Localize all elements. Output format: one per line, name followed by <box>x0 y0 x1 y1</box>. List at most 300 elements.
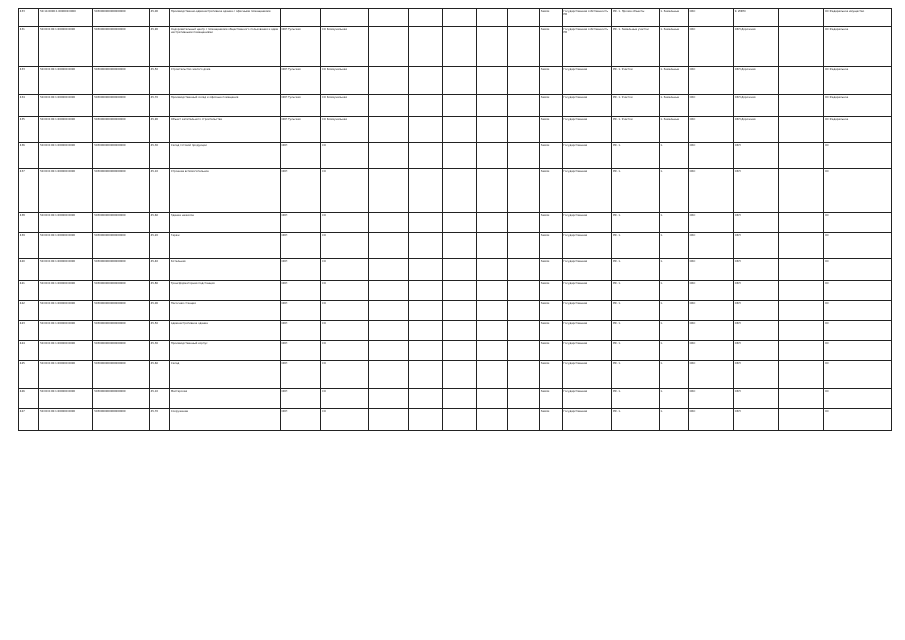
table-cell <box>779 67 824 95</box>
table-cell: 1. <box>659 409 688 431</box>
table-row <box>19 301 892 321</box>
table-cell: 443 <box>19 321 39 341</box>
table-cell <box>409 409 443 431</box>
table-row <box>19 169 892 213</box>
table-cell <box>368 361 409 389</box>
table-cell <box>443 9 477 27</box>
table-cell: 5030000000000000000 <box>93 341 149 361</box>
table-cell <box>368 95 409 117</box>
table-cell: 5030000000000000000 <box>93 281 149 301</box>
table-cell <box>443 169 477 213</box>
table-cell: 50:00:0:00:1:000000:0000 <box>39 281 93 301</box>
table-cell: 45,60 <box>149 361 169 389</box>
table-cell: ОКН <box>733 409 778 431</box>
table-cell: 5030000000000000000 <box>93 95 149 117</box>
table-cell: Склад <box>170 361 281 389</box>
table-cell: ОКС <box>688 143 733 169</box>
table-cell: РФ. 1. <box>612 361 659 389</box>
table-cell: 5030000000000000000 <box>93 259 149 281</box>
table-cell: Государственная <box>562 301 612 321</box>
table-cell: 45,10 <box>149 169 169 213</box>
table-cell <box>779 143 824 169</box>
table-cell: ОС <box>824 341 892 361</box>
table-cell: Земли <box>540 321 563 341</box>
table-cell: 442 <box>19 301 39 321</box>
table-cell: ОС Федеральное <box>824 67 892 95</box>
table-cell: Земли <box>540 389 563 409</box>
table-cell: 5030000000000000000 <box>93 301 149 321</box>
table-cell: ОКН Тульская <box>280 95 321 117</box>
table-cell <box>443 301 477 321</box>
table-cell: СО <box>321 169 368 213</box>
table-cell: 50:00:0:00:1:000000:0000 <box>39 27 93 67</box>
table-cell: РФ. 1. <box>612 341 659 361</box>
table-cell: ОКН <box>280 233 321 259</box>
table-cell: ОКН <box>280 409 321 431</box>
table-cell <box>368 169 409 213</box>
table-cell: 1. <box>659 233 688 259</box>
table-cell: 1. <box>659 341 688 361</box>
table-cell: Земли <box>540 301 563 321</box>
table-cell: ОС Федеральное имущество <box>824 9 892 27</box>
table-cell: Мастерская <box>170 389 281 409</box>
table-cell: Государственная <box>562 259 612 281</box>
table-cell <box>321 9 368 27</box>
table-cell: ОКН <box>733 321 778 341</box>
table-cell <box>508 409 540 431</box>
table-cell <box>443 27 477 67</box>
table-cell: СО Коммунальная <box>321 95 368 117</box>
table-cell <box>443 361 477 389</box>
table-cell <box>779 321 824 341</box>
table-cell <box>508 233 540 259</box>
table-cell: 1. <box>659 143 688 169</box>
table-cell <box>476 409 508 431</box>
table-cell <box>409 281 443 301</box>
table-cell: ОС <box>824 321 892 341</box>
table-cell: 50:00:0:00:1:000000:0000 <box>39 301 93 321</box>
table-cell <box>409 301 443 321</box>
table-cell <box>409 233 443 259</box>
table-cell: 50:00:0:00:1:000000:0000 <box>39 259 93 281</box>
table-cell: 45,10 <box>149 389 169 409</box>
table-cell: ОС <box>824 409 892 431</box>
table-cell: Государственная собственность РФ <box>562 27 612 67</box>
table-cell <box>779 361 824 389</box>
table-cell <box>779 233 824 259</box>
table-cell <box>476 27 508 67</box>
table-cell <box>476 321 508 341</box>
table-cell: Котельная <box>170 259 281 281</box>
table-cell: ОКС <box>688 281 733 301</box>
table-cell: ОКС <box>688 27 733 67</box>
table-cell: 45,70 <box>149 409 169 431</box>
table-cell <box>508 95 540 117</box>
table-cell: Земли <box>540 259 563 281</box>
table-cell <box>368 389 409 409</box>
table-cell: ОКН <box>733 301 778 321</box>
table-cell: РФ. 1. <box>612 389 659 409</box>
table-cell: 434 <box>19 95 39 117</box>
table-cell <box>409 67 443 95</box>
table-cell: ОКН Тульская <box>280 117 321 143</box>
table-row <box>19 361 892 389</box>
table-cell: Строительство жилого дома <box>170 67 281 95</box>
register-table <box>18 8 892 431</box>
table-cell <box>779 117 824 143</box>
table-cell <box>443 95 477 117</box>
table-cell: 5030000000000000000 <box>93 67 149 95</box>
table-cell <box>409 9 443 27</box>
table-cell: 50:00:0:00:1:000000:0000 <box>39 389 93 409</box>
table-cell <box>443 321 477 341</box>
table-cell: 5030000000000000000 <box>93 389 149 409</box>
table-cell: ОС <box>824 281 892 301</box>
table-cell: 5030000000000000000 <box>93 213 149 233</box>
table-cell: РФ. 1. Земельные участки <box>612 27 659 67</box>
table-cell <box>476 95 508 117</box>
table-cell: 50:00:0:00:1:000000:0000 <box>39 117 93 143</box>
table-cell: 50:14:0000:1:000000:0000 <box>39 9 93 27</box>
table-cell <box>508 361 540 389</box>
table-cell: РФ. 1. <box>612 213 659 233</box>
table-cell: 433 <box>19 9 39 27</box>
table-cell: ОКН <box>280 341 321 361</box>
table-cell: Земли <box>540 9 563 27</box>
table-cell: Земли <box>540 281 563 301</box>
table-cell <box>409 169 443 213</box>
table-cell <box>409 259 443 281</box>
table-row <box>19 341 892 361</box>
table-cell: СО <box>321 259 368 281</box>
table-row <box>19 143 892 169</box>
table-cell <box>409 341 443 361</box>
table-cell: 45,50 <box>149 321 169 341</box>
table-cell <box>368 27 409 67</box>
table-cell: ОКН <box>280 213 321 233</box>
table-cell: ОКС <box>688 259 733 281</box>
table-cell: 438 <box>19 213 39 233</box>
table-cell: 437 <box>19 169 39 213</box>
document-page <box>18 8 892 622</box>
table-cell <box>443 341 477 361</box>
table-row <box>19 213 892 233</box>
table-cell <box>368 143 409 169</box>
table-cell: 441 <box>19 281 39 301</box>
table-cell: 45,60 <box>149 213 169 233</box>
table-cell <box>443 143 477 169</box>
table-cell: ОС <box>824 143 892 169</box>
table-cell: 50:00:0:00:1:000000:0000 <box>39 95 93 117</box>
table-cell: ОКН Тульская <box>280 67 321 95</box>
table-cell: Земли <box>540 341 563 361</box>
table-cell: ОС <box>824 169 892 213</box>
table-cell: 50:00:0:00:1:000000:0000 <box>39 361 93 389</box>
table-cell <box>409 95 443 117</box>
table-cell: 50:00:0:00:1:000000:0000 <box>39 321 93 341</box>
table-cell: Насосная станция <box>170 301 281 321</box>
table-cell: ОКН <box>280 301 321 321</box>
table-cell: Оздоровительный центр с помещениями общественного пользования и административными помещениями <box>170 27 281 67</box>
table-cell <box>476 213 508 233</box>
table-cell: ОС <box>824 389 892 409</box>
table-cell: Сооружение <box>170 409 281 431</box>
table-cell <box>508 321 540 341</box>
table-cell: 5030000000000000000 <box>93 27 149 67</box>
table-row <box>19 27 892 67</box>
table-cell: ОКС <box>688 67 733 95</box>
table-cell: 50:00:0:00:1:000000:0000 <box>39 143 93 169</box>
table-cell <box>476 361 508 389</box>
table-cell: ОКН Дорожная <box>733 117 778 143</box>
table-cell: Государственная <box>562 117 612 143</box>
table-cell <box>368 117 409 143</box>
table-cell <box>443 259 477 281</box>
table-cell <box>779 389 824 409</box>
table-cell: ОКН <box>733 169 778 213</box>
table-cell: 446 <box>19 389 39 409</box>
table-cell: 50:00:0:00:1:000000:0000 <box>39 341 93 361</box>
table-cell: Гараж <box>170 233 281 259</box>
table-cell <box>476 259 508 281</box>
table-cell: СО <box>321 281 368 301</box>
table-cell: 45,40 <box>149 259 169 281</box>
table-cell: 45,80 <box>149 281 169 301</box>
table-cell: 435 <box>19 117 39 143</box>
table-cell: ОКН <box>733 341 778 361</box>
table-cell: РФ. 1. <box>612 143 659 169</box>
table-cell: Государственная <box>562 281 612 301</box>
table-cell: ОКН Дорожная <box>733 67 778 95</box>
table-cell: 1. <box>659 259 688 281</box>
table-cell: ОКС <box>688 95 733 117</box>
table-cell: 45,90 <box>149 117 169 143</box>
table-cell: 1. <box>659 389 688 409</box>
table-cell: ОКН <box>733 281 778 301</box>
table-cell: 45,30 <box>149 341 169 361</box>
table-cell: Государственная <box>562 321 612 341</box>
table-cell: ОКС <box>688 341 733 361</box>
table-cell: ОКС <box>688 233 733 259</box>
table-cell: Объект капитального строительства <box>170 117 281 143</box>
table-cell: РФ. 1. <box>612 233 659 259</box>
table-cell <box>443 67 477 95</box>
table-cell: СО Коммунальная <box>321 27 368 67</box>
table-cell: Административное здание <box>170 321 281 341</box>
table-cell <box>443 233 477 259</box>
table-cell: 1. <box>659 321 688 341</box>
table-cell: 50:00:0:00:1:000000:0000 <box>39 213 93 233</box>
table-cell: Государственная <box>562 233 612 259</box>
table-cell: 1. <box>659 213 688 233</box>
table-cell <box>368 281 409 301</box>
table-cell: 45,50 <box>149 67 169 95</box>
table-cell: Земли <box>540 213 563 233</box>
table-cell: Производственно-административное здание с офисными помещениями <box>170 9 281 27</box>
table-row <box>19 117 892 143</box>
table-cell: 5030000000000000000 <box>93 169 149 213</box>
table-cell: СО <box>321 389 368 409</box>
table-cell <box>368 409 409 431</box>
table-cell: 431 <box>19 27 39 67</box>
table-cell <box>508 213 540 233</box>
table-cell <box>476 233 508 259</box>
table-cell: ОКН <box>280 389 321 409</box>
table-cell: СО <box>321 301 368 321</box>
table-cell: ОКН <box>280 281 321 301</box>
table-cell: 1. Земельные <box>659 117 688 143</box>
table-cell: Земли <box>540 409 563 431</box>
table-cell <box>508 389 540 409</box>
table-cell <box>368 341 409 361</box>
table-cell <box>443 281 477 301</box>
table-cell: 5030000000000000000 <box>93 143 149 169</box>
table-cell: ОКН <box>733 361 778 389</box>
table-cell <box>779 169 824 213</box>
table-cell: ОКН <box>733 143 778 169</box>
table-cell: ОКС <box>688 213 733 233</box>
table-cell: РФ. 1. Участки <box>612 95 659 117</box>
table-cell: 1. <box>659 301 688 321</box>
table-cell: ОКН <box>280 361 321 389</box>
table-cell <box>779 9 824 27</box>
table-cell: ОС Федеральное <box>824 27 892 67</box>
table-cell: 433 <box>19 67 39 95</box>
table-cell: ОС <box>824 301 892 321</box>
table-cell: РФ. 1. <box>612 281 659 301</box>
table-cell: Государственная <box>562 409 612 431</box>
table-cell <box>508 259 540 281</box>
table-cell: 5030000000000000000 <box>93 321 149 341</box>
table-cell <box>779 95 824 117</box>
table-cell <box>368 301 409 321</box>
table-cell: РФ. 1. <box>612 259 659 281</box>
table-cell <box>409 321 443 341</box>
table-cell: ОКС <box>688 321 733 341</box>
table-cell: Государственная <box>562 389 612 409</box>
table-cell: ОС <box>824 361 892 389</box>
table-cell: РФ. 1. <box>612 169 659 213</box>
table-cell <box>368 233 409 259</box>
table-cell: ОКН <box>280 143 321 169</box>
table-cell: 45,30 <box>149 143 169 169</box>
table-cell: ОКН <box>280 259 321 281</box>
table-cell: Земли <box>540 169 563 213</box>
table-cell <box>476 117 508 143</box>
table-cell: 45,20 <box>149 233 169 259</box>
table-cell: РФ. 1. Участки <box>612 117 659 143</box>
table-cell <box>443 117 477 143</box>
table-row <box>19 67 892 95</box>
table-cell <box>443 213 477 233</box>
table-cell: СО <box>321 321 368 341</box>
table-cell: 45,90 <box>149 27 169 67</box>
table-cell: Земли <box>540 117 563 143</box>
table-cell: 5030000000000000000 <box>93 117 149 143</box>
table-cell: 439 <box>19 233 39 259</box>
table-cell: ОКН Тульская <box>280 27 321 67</box>
table-cell: 45,00 <box>149 9 169 27</box>
table-cell: Земли <box>540 27 563 67</box>
table-cell: РФ. 1. Участки <box>612 67 659 95</box>
table-cell: 444 <box>19 341 39 361</box>
table-cell: 45,70 <box>149 95 169 117</box>
table-cell <box>368 321 409 341</box>
table-cell: Государственная <box>562 143 612 169</box>
table-cell: ОКН <box>280 169 321 213</box>
table-cell: 440 <box>19 259 39 281</box>
table-cell: Строение вспомогательное <box>170 169 281 213</box>
table-cell <box>508 67 540 95</box>
table-cell: Склад готовой продукции <box>170 143 281 169</box>
table-cell <box>779 341 824 361</box>
table-cell <box>779 259 824 281</box>
table-cell: 5030000000000000000 <box>93 233 149 259</box>
table-row <box>19 281 892 301</box>
table-cell <box>508 341 540 361</box>
table-cell <box>368 9 409 27</box>
table-cell <box>508 117 540 143</box>
table-cell: ОС <box>824 213 892 233</box>
table-cell: Земли <box>540 95 563 117</box>
table-cell <box>443 409 477 431</box>
table-cell: ОКН <box>733 259 778 281</box>
table-cell: Государственная <box>562 169 612 213</box>
table-cell: Государственная <box>562 361 612 389</box>
table-cell: 5030000000000000000 <box>93 361 149 389</box>
table-cell <box>476 301 508 321</box>
table-cell <box>476 9 508 27</box>
table-cell: 1. Земельные <box>659 95 688 117</box>
table-cell <box>368 213 409 233</box>
table-cell: 1. Земельные <box>659 9 688 27</box>
table-cell: Трансформаторная подстанция <box>170 281 281 301</box>
table-cell: 45,00 <box>149 301 169 321</box>
table-cell: ОКН <box>280 321 321 341</box>
table-cell <box>476 143 508 169</box>
table-cell: ОКН <box>733 213 778 233</box>
table-cell: РФ. 1. Прочие объекты <box>612 9 659 27</box>
table-cell <box>779 281 824 301</box>
table-cell: Государственная <box>562 95 612 117</box>
table-cell: 50:00:0:00:1:000000:0000 <box>39 169 93 213</box>
table-cell: Здание нежилое <box>170 213 281 233</box>
table-cell: 5030000000000000000 <box>93 409 149 431</box>
table-cell: СО <box>321 409 368 431</box>
table-cell <box>508 281 540 301</box>
table-cell: ОС Федеральное <box>824 95 892 117</box>
table-cell <box>508 169 540 213</box>
table-cell <box>368 67 409 95</box>
table-cell: Земли <box>540 67 563 95</box>
table-cell: РФ. 1. <box>612 321 659 341</box>
table-cell: ОКС <box>688 301 733 321</box>
table-cell <box>409 213 443 233</box>
table-cell: СО <box>321 213 368 233</box>
table-cell: СО Коммунальная <box>321 117 368 143</box>
table-cell <box>476 341 508 361</box>
table-cell: ОКС <box>688 117 733 143</box>
table-cell: СО <box>321 233 368 259</box>
table-row <box>19 389 892 409</box>
table-cell: 1. <box>659 281 688 301</box>
table-row <box>19 321 892 341</box>
table-cell: 436 <box>19 143 39 169</box>
table-cell: 1. Земельные <box>659 67 688 95</box>
table-cell <box>476 169 508 213</box>
table-cell <box>779 409 824 431</box>
table-cell: ОС <box>824 233 892 259</box>
